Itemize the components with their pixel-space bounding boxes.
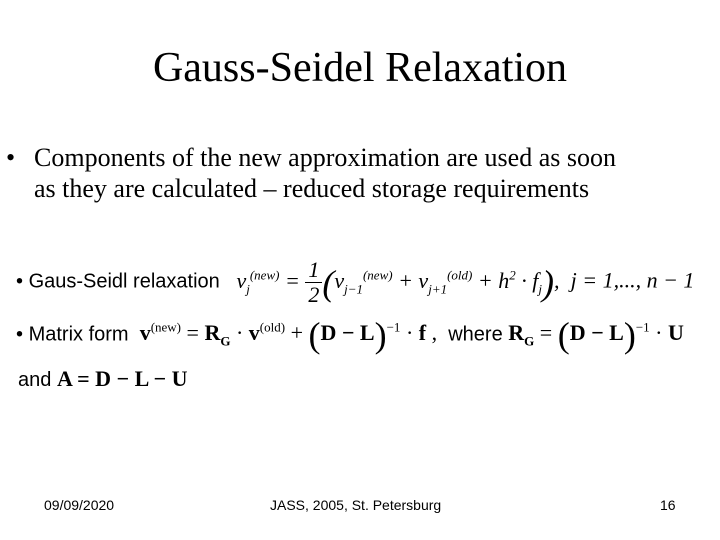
eq-bullet-2: • [16, 323, 29, 346]
bullet-text: Components of the new approximation are used as soon as they are calculated – reduced storage requirements [34, 143, 616, 203]
matrix-form-line [16, 315, 684, 356]
bullet-item [6, 142, 636, 204]
a-definition: A = D − L − U [56, 366, 188, 391]
bullet-marker: • [6, 143, 16, 172]
gs-formula: $v_j^{(new)}$ = $\frac{1}{2}$ $(v_{j-1}^{(new)} + v_{j+1}^{(old)} + h^2 \cdot f_j)$, [236, 257, 560, 307]
index-range: j = 1,..., n − 1 [570, 267, 695, 293]
eq-bullet: • [16, 270, 29, 293]
footer-event: JASS, 2005, St. Petersburg [270, 497, 442, 513]
and-line [18, 366, 187, 392]
where-label: where [448, 323, 503, 346]
gauss-seidel-equation-line [16, 258, 694, 307]
rg-definition: $R_G = (D - L)^{-1} \cdot U$ [508, 315, 684, 356]
footer-page-number: 16 [660, 497, 676, 513]
gs-label: Gaus-Seidl relaxation [28, 270, 220, 293]
slide-title: Gauss-Seidel Relaxation [152, 45, 568, 91]
and-label: and [18, 369, 52, 391]
matrix-label: Matrix form [28, 323, 129, 346]
footer-date: 09/09/2020 [44, 497, 115, 513]
matrix-formula: $v^{(new)} = R_G \cdot v^{(old)} + (D - L)^{-1} \cdot f$ , [139, 315, 438, 356]
